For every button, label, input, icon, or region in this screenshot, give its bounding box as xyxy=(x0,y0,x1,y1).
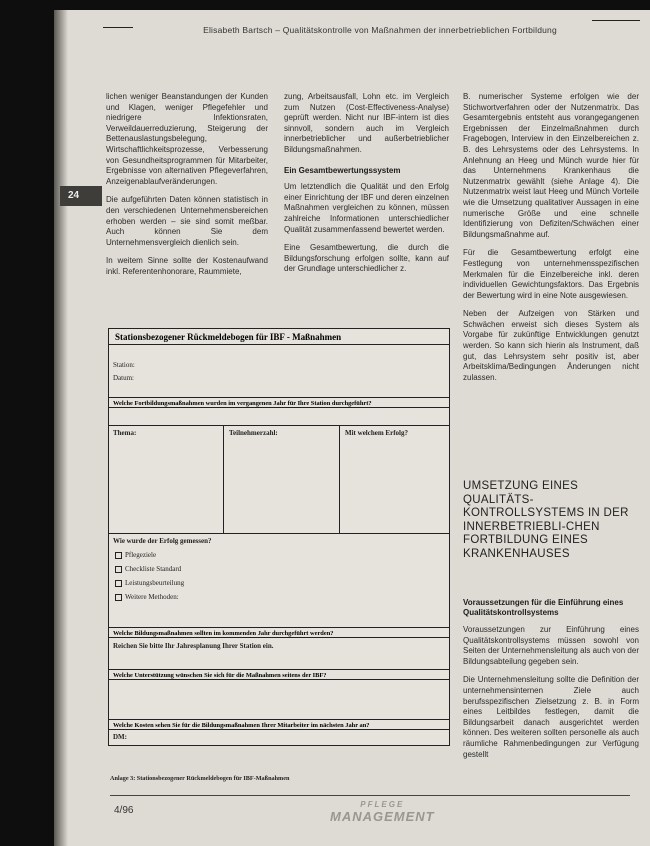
page-tab-marker: 24 xyxy=(60,186,102,206)
paragraph: Voraussetzungen zur Einführung eines Qualitätskontrollsystems müssen sowohl von Seiten der Unternehmensleitung als auch von der Bildungsabteilung gegeben sein. xyxy=(463,625,639,666)
paragraph: Die aufgeführten Daten können statistisch in den verschiedenen Unternehmensbereichen erhoben werden – sie sind somit meßbar. Auch können Sie dem Unternehmensvergleich dienlich sein. xyxy=(106,195,268,247)
paragraph: Eine Gesamtbewertung, die durch die Bildungsforschung erfolgen sollte, kann auf der Grundlage unterschiedlicher z. xyxy=(284,243,449,274)
form-title: Stationsbezogener Rückmeldebogen für IBF - Maßnahmen xyxy=(109,329,449,345)
table-rule xyxy=(109,533,449,534)
paragraph: Um letztendlich die Qualität und den Erfolg einer Einrichtung der IBF und deren einzelnen Maßnahmen vergleichen zu können, müssen zahlreiche Informationen unterschiedlicher Qualität zusammenfassend bewertet werden. xyxy=(284,182,449,234)
book-gutter xyxy=(54,10,68,846)
paragraph: In weitem Sinne sollte der Kostenaufwand inkl. Referentenhonorare, Raummiete, xyxy=(106,256,268,276)
question-support: Welche Unterstützung wünschen Sie sich für die Maßnahmen seitens der IBF? xyxy=(109,669,449,680)
feedback-form xyxy=(108,328,450,746)
paragraph: lichen weniger Beanstandungen der Kunden und Klagen, weniger Pflegefehler und niedrigere Infektionsraten, Verweildauerreduzierung, Steigerung der Bettenauslastungsbelegung, Wirtschaftlichkeitsprozesse, Verbesserung von Gesundheitsprogrammen für Mitarbeiter, Ergebnisse von alternativen Pflegeverfahren, Anzeigenablaufveränderungen. xyxy=(106,92,268,186)
table-divider xyxy=(223,425,224,533)
page-number: 4/96 xyxy=(114,805,134,816)
paragraph: Neben der Aufzeigen von Stärken und Schwächen erweist sich dieses System als Vorgabe für zukünftige Entwicklungen genutzt werden. So kann sich hierin als Instrument, daß gut, das Lehrsystem sehr positiv ist, aber Arbeitsklima/Bedingungen Änderungen nicht zulassen. xyxy=(463,309,639,382)
option-row xyxy=(115,579,184,587)
figure-caption: Anlage 3: Stationsbezogener Rückmeldebogen für IBF-Maßnahmen xyxy=(110,775,290,782)
date-label: Datum: xyxy=(113,374,134,382)
question-next-year: Welche Bildungsmaßnahmen sollten im kommenden Jahr durchgeführt werden? xyxy=(109,627,449,638)
instruction-plan: Reichen Sie bitte Ihr Jahresplanung Ihrer Station ein. xyxy=(113,642,274,650)
question-costs: Welche Kosten sehen Sie für die Bildungsmaßnahmen Ihrer Mitarbeiter im nächsten Jahr an? xyxy=(109,719,449,730)
option-label: Checkliste Standard xyxy=(125,565,182,573)
option-row xyxy=(115,593,179,601)
running-header: Elisabeth Bartsch – Qualitätskontrolle von Maßnahmen der innerbetrieblichen Fortbildung xyxy=(203,25,557,35)
header-rule-right xyxy=(592,20,640,21)
logo-bottom-text: MANAGEMENT xyxy=(330,809,435,824)
text-column-1 xyxy=(106,92,268,286)
option-row xyxy=(115,565,181,573)
paragraph: B. numerischer Systeme erfolgen wie der Stichwortverfahren oder der Nutzenmatrix. Das Gesamtergebnis entsteht aus vorangegangenen Ergebnissen der Einzelmaßnahmen durch Fragebogen, Interview in den Einzelbereichen z. B. des Lehrsystems oder des Lehrsystems. In Anlehnung an Heeg und Münch wurde hier für das Unternehmens Krankenhaus die Nutzenmatrix gewählt (siehe Anlage 4). Die Nutzenmatrix weist laut Heeg und Münch Vorteile wie die Umsetzung qualitativer Aussagen in eine numerische Größe und eine schnelle Identifizierung von Defiziten/Schwächen einer Bildungsmaßnahme auf. xyxy=(463,92,639,239)
chapter-heading: UMSETZUNG EINES QUALITÄTS-KONTROLLSYSTEMS IN DER INNERBETRIEBLI-CHEN FORTBILDUNG EINES KRANKENHAUSES xyxy=(463,480,629,560)
option-label: Pflegeziele xyxy=(125,551,157,559)
option-row xyxy=(115,551,156,559)
paragraph: zung, Arbeitsausfall, Lohn etc. im Vergleich zum Nutzen (Cost-Effectiveness-Analyse) geprüft werden. Nicht nur IBF-intern ist dies sinnvoll, sondern auch im Vergleich innerbetrieblicher und außerbetrieblicher Bildungsmaßnahmen. xyxy=(284,92,449,154)
logo-top-text: PFLEGE xyxy=(360,800,405,809)
text-column-2 xyxy=(284,92,449,283)
column-header-success: Mit welchem Erfolg? xyxy=(345,429,408,437)
question-past-measures: Welche Fortbildungsmaßnahmen wurden im vergangenen Jahr für Ihre Station durchgeführt? xyxy=(109,397,449,408)
option-label: Leistungsbeurteilung xyxy=(125,579,185,587)
station-label: Station: xyxy=(113,361,135,369)
table-divider xyxy=(339,425,340,533)
text-column-3 xyxy=(463,92,639,391)
checkbox[interactable] xyxy=(115,580,122,587)
checkbox[interactable] xyxy=(115,552,122,559)
question-measurement: Wie wurde der Erfolg gemessen? xyxy=(113,537,212,545)
column-header-topic: Thema: xyxy=(113,429,137,437)
text-column-3-lower xyxy=(463,625,639,768)
footer-rule xyxy=(110,795,630,796)
option-label: Weitere Methoden: xyxy=(125,593,179,601)
checkbox[interactable] xyxy=(115,594,122,601)
magazine-logo xyxy=(330,801,435,824)
paragraph: Für die Gesamtbewertung erfolgt eine Festlegung von unternehmensspezifischen Merkmalen für die Einzelbereiche inkl. deren individuellen Gewichtungsfaktors. Das Ergebnis der Bewertung wird in eine Note ausgewiesen. xyxy=(463,248,639,300)
currency-label: DM: xyxy=(113,733,127,741)
section-heading: Ein Gesamtbewertungssystem xyxy=(284,165,401,175)
table-rule xyxy=(109,425,449,426)
column-header-participants: Teilnehmerzahl: xyxy=(229,429,278,437)
paragraph: Die Unternehmensleitung sollte die Definition der unternehmensinternen Ziele auch berufsspezifischen Zielsetzung z. B. in Form eines Leitbildes festlegen, damit die Bildungsarbeit danach ausgerichtet werden können. Des weiteren sollten personelle als auch räumliche Rahmenbedingungen zur Verfügung gestellt xyxy=(463,675,639,759)
section-heading: Voraussetzungen für die Einführung eines Qualitätskontrollsystems xyxy=(463,598,624,617)
checkbox[interactable] xyxy=(115,566,122,573)
